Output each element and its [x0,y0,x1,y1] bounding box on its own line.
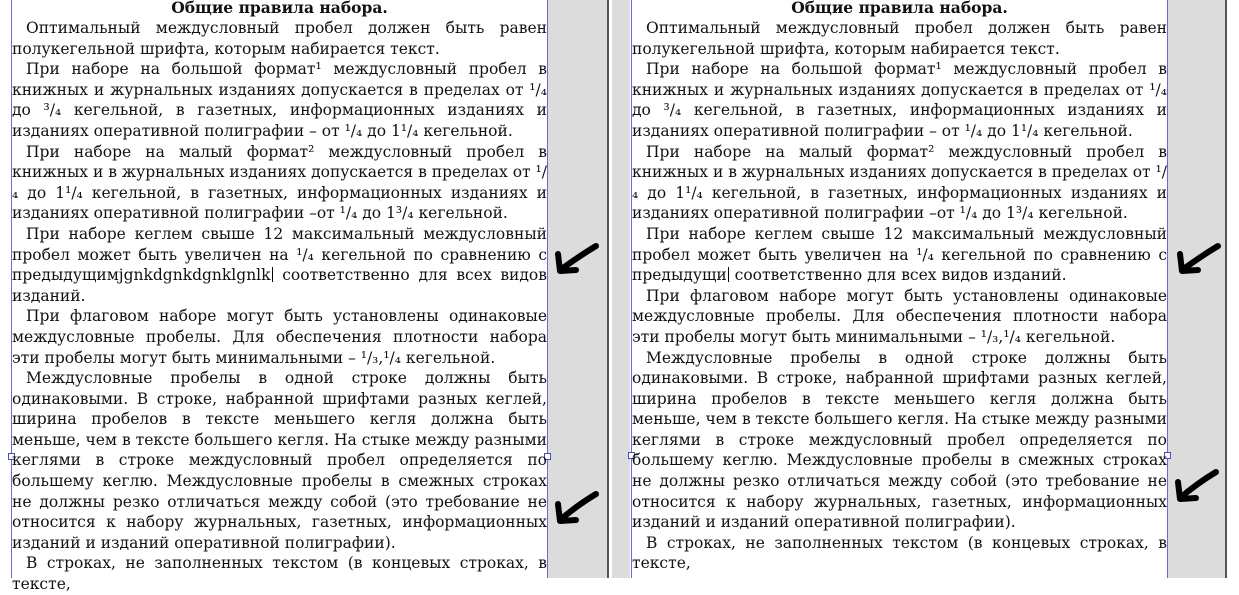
paragraph: При наборе на большой формат¹ междусловный пробел в книжных и журнальных изданиях допускается в пределах от ¹/₄ до ³/₄ кегельной, в газетных, информационных изданиях и изданиях оперативной полиграфии – от ¹/₄ до 1¹/₄ кегельной. [12,60,547,140]
right-document-pane [612,0,1239,578]
page-edge [1225,0,1227,578]
paragraph-with-cursor [632,224,1167,286]
arrow-pointer-icon [1172,466,1220,506]
text-frame-right-guide [547,0,548,578]
arrow-pointer-icon [552,240,600,280]
paragraph: При наборе на большой формат¹ междусловный пробел в книжных и журнальных изданиях допускается в пределах от ¹/₄ до ³/₄ кегельной, в газетных, информационных изданиях и изданиях оперативной полиграфии – от ¹/₄ до 1¹/₄ кегельной. [632,60,1167,140]
paragraph: В строках, не заполненных текстом (в концевых строках, в тексте, [12,554,547,594]
text-column-left[interactable] [12,0,547,595]
paragraph: При флаговом наборе могут быть установлены одинаковые междусловные пробелы. Для обеспечения плотности набора эти пробелы могут быть минимальными – ¹/₃,¹/₄ кегельной. [632,286,1167,346]
paragraph-text: При наборе кеглем свыше 12 максимальный междусловный пробел может быть увеличен на ¹/₄ кегельной по сравнению с предыдущи [632,224,1167,285]
arrow-pointer-icon [1174,240,1222,280]
paragraph: Оптимальный междусловный пробел должен быть равен полукегельной шрифта, которым набирается текст. [12,19,547,58]
text-column-right[interactable] [632,0,1167,574]
paragraph: Междусловные пробелы в одной строке должны быть одинаковыми. В строке, набранной шрифтами разных кеглей, ширина пробелов в тексте меньшего кегля должна быть меньше, чем в тексте большего кегля. На стыке между разными кеглями в строке междусловный пробел определяется по большему кеглю. Междусловные пробелы в смежных строках не должны резко отличаться между собой (это требование не относится к набору журнальных, газетных, информационных изданий и изданий оперативной полиграфии). [12,369,547,552]
heading: Общие правила набора. [171,0,388,17]
paragraph-text: При наборе кеглем свыше 12 максимальный междусловный пробел может быть увеличен на ¹/₄ кегельной по сравнению с предыдущимjgnkdgnkdgnklgnlk [12,224,547,285]
paragraph: Междусловные пробелы в одной строке должны быть одинаковыми. В строке, набранной шрифтами разных кеглей, ширина пробелов в тексте меньшего кегля должна быть меньше, чем в тексте большего кегля. На стыке между разными кеглями в строке междусловный пробел определяется по большему кеглю. Междусловные пробелы в смежных строках не должны резко отличаться между собой (это требование не относится к набору журнальных, газетных, информационных изданий и изданий оперативной полиграфии). [632,348,1167,532]
left-document-pane [0,0,612,594]
paragraph-text: соответственно для всех видов изданий. [12,266,547,305]
text-cursor [728,267,729,282]
paragraph: При наборе на малый формат² междусловный пробел в книжных и в журнальных изданиях допускается в пределах от ¹/₄ до 1¹/₄ кегельной, в газетных, информационных изданиях и изданиях оперативной полиграфии –от ¹/₄ до 1³/₄ кегельной. [12,142,547,223]
heading: Общие правила набора. [791,0,1008,17]
paragraph-text: соответственно для всех видов изданий. [729,266,1067,285]
page-edge [607,0,609,578]
text-cursor [272,267,273,282]
arrow-pointer-icon [552,488,600,528]
text-frame-right-guide [1167,0,1168,578]
page-gutter [612,0,630,578]
paragraph: Оптимальный междусловный пробел должен быть равен полукегельной шрифта, которым набирается текст. [632,19,1167,58]
paragraph: При флаговом наборе могут быть установлены одинаковые междусловные пробелы. Для обеспечения плотности набора эти пробелы могут быть минимальными – ¹/₃,¹/₄ кегельной. [12,307,547,367]
paragraph-with-cursor [12,224,547,306]
paragraph: При наборе на малый формат² междусловный пробел в книжных и в журнальных изданиях допускается в пределах от ¹/₄ до 1¹/₄ кегельной, в газетных, информационных изданиях и изданиях оперативной полиграфии –от ¹/₄ до 1³/₄ кегельной. [632,142,1167,223]
paragraph: В строках, не заполненных текстом (в концевых строках, в тексте, [632,533,1167,573]
